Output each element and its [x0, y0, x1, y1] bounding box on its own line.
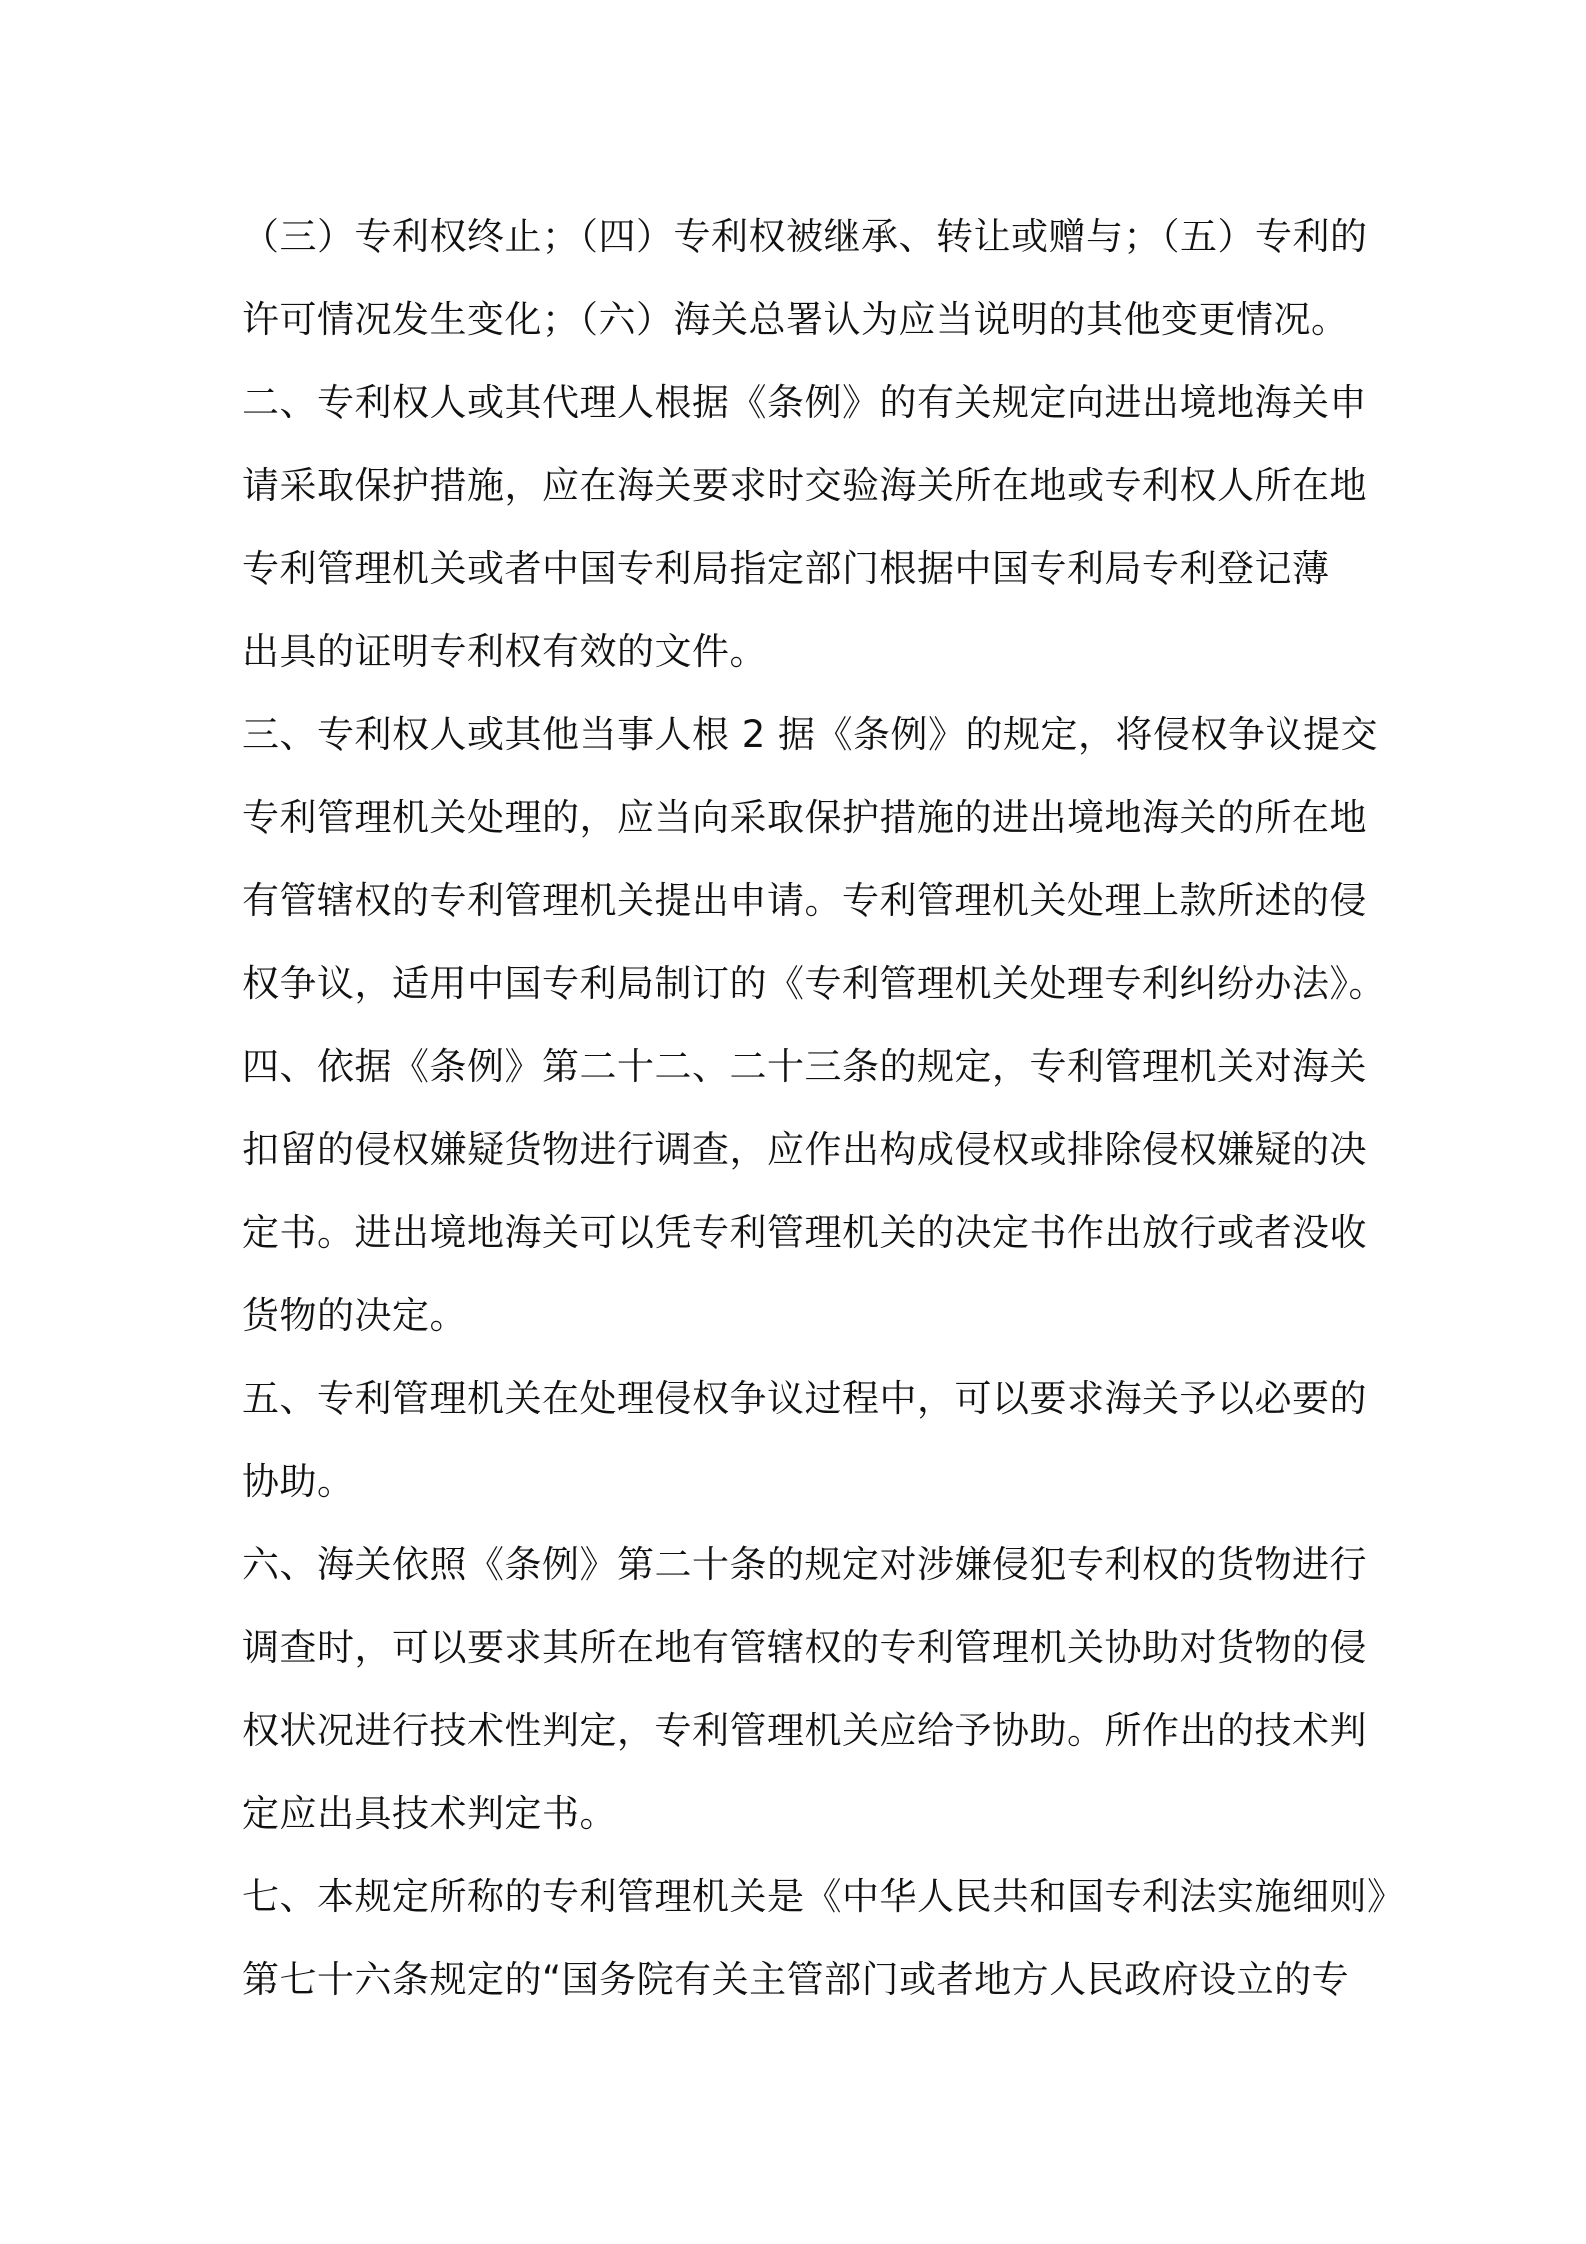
- text-line-20: 定应出具技术判定书。: [242, 1792, 617, 1835]
- text-line-21: 七、本规定所称的专利管理机关是《中华人民共和国专利法实施细则》: [242, 1875, 1405, 1918]
- text-line-11: 四、依据《条例》第二十二、二十三条的规定，专利管理机关对海关: [242, 1045, 1367, 1088]
- text-line-18: 调查时，可以要求其所在地有管辖权的专利管理机关协助对货物的侵: [242, 1626, 1367, 1669]
- text-line-4: 请采取保护措施，应在海关要求时交验海关所在地或专利权人所在地: [242, 464, 1367, 507]
- document-body: [242, 195, 1405, 2021]
- text-line-6: 出具的证明专利权有效的文件。: [242, 630, 767, 673]
- text-line-16: 协助。: [242, 1460, 355, 1503]
- text-line-17: 六、海关依照《条例》第二十条的规定对涉嫌侵犯专利权的货物进行: [242, 1543, 1367, 1586]
- text-line-13: 定书。进出境地海关可以凭专利管理机关的决定书作出放行或者没收: [242, 1211, 1367, 1254]
- text-line-9: 有管辖权的专利管理机关提出申请。专利管理机关处理上款所述的侵: [242, 879, 1367, 922]
- text-line-2: 许可情况发生变化；（六）海关总署认为应当说明的其他变更情况。: [242, 298, 1349, 341]
- text-line-19: 权状况进行技术性判定，专利管理机关应给予协助。所作出的技术判: [242, 1709, 1367, 1752]
- text-line-12: 扣留的侵权嫌疑货物进行调查，应作出构成侵权或排除侵权嫌疑的决: [242, 1128, 1367, 1171]
- text-line-3: 二、专利权人或其代理人根据《条例》的有关规定向进出境地海关申: [242, 381, 1367, 424]
- text-line-22: 第七十六条规定的“国务院有关主管部门或者地方人民政府设立的专: [242, 1958, 1350, 2001]
- text-line-1: （三）专利权终止；（四）专利权被继承、转让或赠与；（五）专利的: [242, 215, 1368, 258]
- text-line-15: 五、专利管理机关在处理侵权争议过程中，可以要求海关予以必要的: [242, 1377, 1367, 1420]
- text-line-14: 货物的决定。: [242, 1294, 467, 1337]
- text-line-8: 专利管理机关处理的，应当向采取保护措施的进出境地海关的所在地: [242, 796, 1367, 839]
- text-line-5: 专利管理机关或者中国专利局指定部门根据中国专利局专利登记薄: [242, 547, 1330, 590]
- text-line-10: 权争议，适用中国专利局制订的《专利管理机关处理专利纠纷办法》。: [242, 962, 1386, 1005]
- text-line-7: 三、专利权人或其他当事人根 2 据《条例》的规定，将侵权争议提交: [242, 713, 1379, 756]
